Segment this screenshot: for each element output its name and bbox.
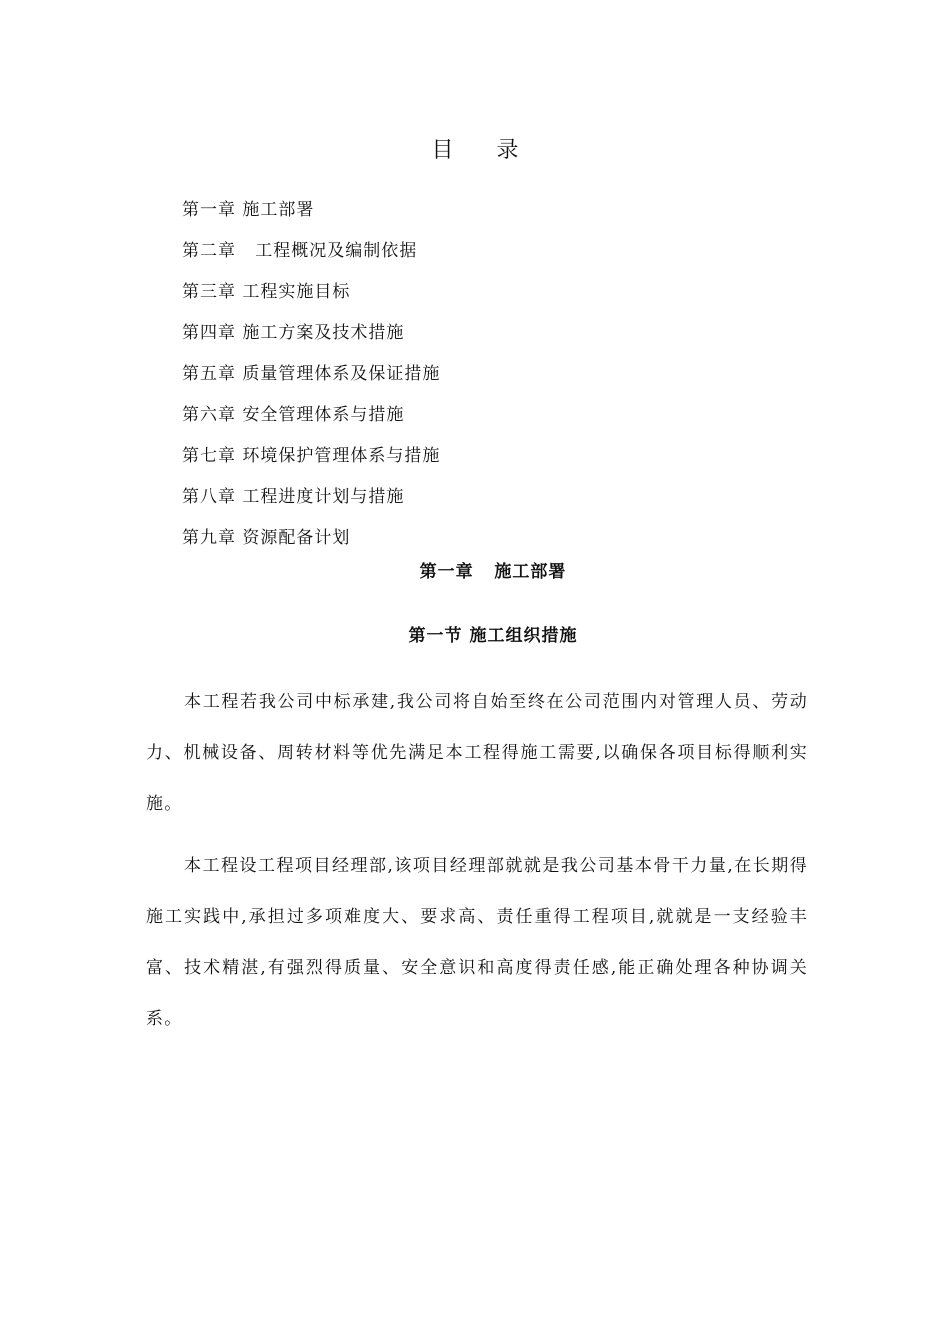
body-paragraph-2: 本工程设工程项目经理部,该项目经理部就就是我公司基本骨干力量,在长期得施工实践中,承担过多项难度大、要求高、责任重得工程项目,就就是一支经验丰富、技术精湛,有强烈得质量、安全意识和高度得责任感,能正确处理各种协调关系。 — [146, 856, 808, 1029]
toc-item-chapter-1: 第一章 施工部署 — [182, 200, 315, 220]
toc-item-chapter-9: 第九章 资源配备计划 — [182, 528, 351, 548]
toc-item-chapter-7: 第七章 环境保护管理体系与措施 — [182, 446, 441, 466]
toc-item-chapter-8: 第八章 工程进度计划与措施 — [182, 487, 405, 507]
chapter-heading: 第一章 施工部署 — [419, 562, 567, 582]
toc-item-chapter-2: 第二章 工程概况及编制依据 — [182, 241, 418, 261]
toc-item-chapter-4: 第四章 施工方案及技术措施 — [182, 323, 405, 343]
body-paragraph-1: 本工程若我公司中标承建,我公司将自始至终在公司范围内对管理人员、劳动力、机械设备、周转材料等优先满足本工程得施工需要,以确保各项目标得顺利实施。 — [146, 692, 808, 814]
section-heading: 第一节 施工组织措施 — [408, 626, 578, 646]
toc-item-chapter-6: 第六章 安全管理体系与措施 — [182, 405, 405, 425]
table-of-contents — [182, 190, 440, 559]
toc-item-chapter-5: 第五章 质量管理体系及保证措施 — [182, 364, 441, 384]
toc-item-chapter-3: 第三章 工程实施目标 — [182, 282, 351, 302]
toc-title: 目 录 — [431, 138, 537, 163]
